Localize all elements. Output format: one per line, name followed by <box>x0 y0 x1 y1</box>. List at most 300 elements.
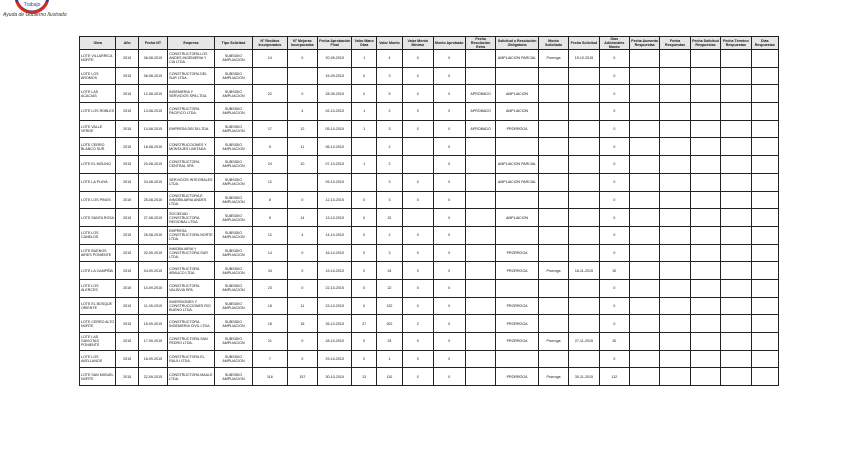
table-cell: 17 <box>253 120 287 138</box>
table-cell: LOTE LOS ROBLES <box>80 103 116 121</box>
table-cell <box>538 315 568 333</box>
table-cell <box>569 209 599 227</box>
table-cell <box>538 103 568 121</box>
table-cell: CONSTRUCTORA CENTRAL SPA <box>168 156 215 174</box>
table-cell <box>569 279 599 297</box>
table-cell <box>465 244 495 262</box>
table-cell: 0 <box>433 209 465 227</box>
table-cell <box>538 85 568 103</box>
table-cell: 132 <box>376 297 402 315</box>
column-header: Fecha Solicitud Respuestas <box>690 37 720 50</box>
table-cell: 2015 <box>116 333 138 351</box>
table-cell: 202 <box>376 315 402 333</box>
table-cell <box>538 138 568 156</box>
table-row <box>80 209 779 227</box>
table-cell <box>569 244 599 262</box>
table-cell: 1 <box>352 156 376 174</box>
table-cell: 2 <box>376 138 402 156</box>
table-cell <box>690 350 720 368</box>
table-row <box>80 156 779 174</box>
table-cell <box>538 156 568 174</box>
table-cell: 0 <box>403 279 433 297</box>
table-cell <box>690 138 720 156</box>
column-header: Fecha Resolución Extra <box>465 37 495 50</box>
table-cell: 0 <box>352 279 376 297</box>
table-cell <box>721 297 751 315</box>
table-row <box>80 226 779 244</box>
column-header: Monto Solicitado <box>538 37 568 50</box>
table-cell <box>751 138 778 156</box>
table-cell: 24 <box>376 262 402 280</box>
table-cell <box>630 191 660 209</box>
table-cell <box>352 138 376 156</box>
table-cell <box>660 279 690 297</box>
table-cell: 18-08-2015 <box>138 138 167 156</box>
table-cell <box>403 209 433 227</box>
table-cell: LOTE LOS AROMOS <box>80 67 116 85</box>
table-cell: PRORROGA <box>496 244 539 262</box>
table-cell <box>660 315 690 333</box>
table-cell: 3 <box>376 191 402 209</box>
table-cell: 0 <box>403 191 433 209</box>
table-cell <box>751 279 778 297</box>
table-cell: 06-08-2015 <box>138 67 167 85</box>
table-cell: 22-10-2015 <box>318 279 352 297</box>
table-cell <box>569 120 599 138</box>
table-cell: AMPLIACION <box>496 103 539 121</box>
table-cell: 20-09-2015 <box>318 50 352 68</box>
table-cell: 0 <box>433 350 465 368</box>
table-cell: 0 <box>352 85 376 103</box>
table-cell: LOTE SAN MIGUEL NORTE <box>80 368 116 386</box>
table-cell: 18-09-2015 <box>138 350 167 368</box>
table-cell <box>721 156 751 174</box>
table-cell: LOTE EL MOLINO <box>80 156 116 174</box>
table-cell: 0 <box>599 191 629 209</box>
table-cell: 0 <box>433 279 465 297</box>
table-cell: 2 <box>376 226 402 244</box>
table-cell: 30-11-2015 <box>569 368 599 386</box>
table-cell <box>465 333 495 351</box>
table-cell: 110 <box>376 368 402 386</box>
table-cell: 2015 <box>116 350 138 368</box>
table-cell: 07-10-2015 <box>318 156 352 174</box>
table-cell <box>465 350 495 368</box>
table-cell: 0 <box>433 120 465 138</box>
table-row <box>80 333 779 351</box>
table-cell: 28-08-2015 <box>138 226 167 244</box>
table-cell: 18 <box>253 297 287 315</box>
table-cell: 4 <box>376 50 402 68</box>
table-cell: 0 <box>352 191 376 209</box>
table-cell <box>660 67 690 85</box>
table-cell <box>465 173 495 191</box>
table-cell <box>660 85 690 103</box>
table-cell <box>660 350 690 368</box>
table-row <box>80 315 779 333</box>
table-cell: AMPLIACION <box>496 209 539 227</box>
column-header: Año <box>116 37 138 50</box>
table-cell <box>721 226 751 244</box>
table-cell <box>690 297 720 315</box>
table-cell <box>569 226 599 244</box>
column-header: Fecha Aumento Respuestas <box>630 37 660 50</box>
table-cell: 0 <box>433 173 465 191</box>
table-cell: 0 <box>403 350 433 368</box>
table-cell: 7 <box>253 350 287 368</box>
table-cell: 2015 <box>116 262 138 280</box>
table-cell: EMPRESA DELTA LTDA. <box>168 120 215 138</box>
table-cell <box>569 315 599 333</box>
table-cell: 11-09-2015 <box>138 297 167 315</box>
table-cell: SUBSIDIO AMPLIACION <box>214 350 252 368</box>
column-header: Empresa <box>168 37 215 50</box>
table-cell <box>630 333 660 351</box>
table-cell: 1 <box>376 350 402 368</box>
table-cell: 30-10-2015 <box>318 368 352 386</box>
table-cell: LOTE LA PLAYA <box>80 173 116 191</box>
table-cell <box>721 85 751 103</box>
column-header: Fecha Aprobación Final <box>318 37 352 50</box>
table-cell <box>465 50 495 68</box>
table-cell: 24 <box>253 156 287 174</box>
table-cell <box>630 244 660 262</box>
table-cell: 02-10-2015 <box>318 103 352 121</box>
table-cell <box>690 368 720 386</box>
table-cell: 0 <box>287 191 317 209</box>
table-cell: 3 <box>376 244 402 262</box>
table-cell <box>465 226 495 244</box>
table-cell <box>660 244 690 262</box>
table-cell: 0 <box>287 333 317 351</box>
table-cell: 0 <box>403 67 433 85</box>
table-cell: 06-10-2015 <box>318 138 352 156</box>
table-cell: 2015 <box>116 297 138 315</box>
table-cell: 34 <box>253 262 287 280</box>
table-cell <box>630 297 660 315</box>
table-cell: LOTE SANTA ROSA <box>80 209 116 227</box>
table-cell: 14-08-2015 <box>138 120 167 138</box>
table-cell: AMPLIACION PARCIAL <box>496 156 539 174</box>
table-cell: 12 <box>287 120 317 138</box>
table-row <box>80 262 779 280</box>
table-header-row <box>80 37 779 50</box>
table-cell: 0 <box>433 368 465 386</box>
table-cell <box>721 67 751 85</box>
table-cell: APROBADO <box>465 120 495 138</box>
table-cell <box>660 120 690 138</box>
table-cell: 13-10-2015 <box>318 209 352 227</box>
table-cell: 0 <box>599 67 629 85</box>
table-cell: 15-09-2015 <box>138 315 167 333</box>
table-cell: 0 <box>599 50 629 68</box>
table-cell: APROBADO <box>465 103 495 121</box>
table-cell: SUBSIDIO AMPLIACION <box>214 368 252 386</box>
table-cell: AMPLIACION <box>496 85 539 103</box>
table-cell: 10-09-2015 <box>138 279 167 297</box>
table-cell: SOCIEDAD CONSTRUCTORA REGIONAL LTDA. <box>168 209 215 227</box>
table-cell <box>660 50 690 68</box>
table-cell <box>721 333 751 351</box>
table-cell <box>660 226 690 244</box>
table-cell <box>751 103 778 121</box>
table-cell <box>690 262 720 280</box>
table-cell <box>403 156 433 174</box>
table-cell: 0 <box>433 262 465 280</box>
table-cell <box>569 85 599 103</box>
table-row <box>80 85 779 103</box>
table-cell: 0 <box>599 103 629 121</box>
table-cell <box>630 85 660 103</box>
table-cell: 112 <box>599 368 629 386</box>
table-cell <box>660 103 690 121</box>
table-cell <box>287 67 317 85</box>
table-cell: 19-10-2015 <box>318 262 352 280</box>
table-cell: 5 <box>376 85 402 103</box>
table-cell <box>690 333 720 351</box>
table-cell: 0 <box>599 297 629 315</box>
records-table <box>79 36 779 386</box>
table-cell <box>465 297 495 315</box>
table-cell <box>721 103 751 121</box>
table-cell <box>569 297 599 315</box>
table-cell <box>690 50 720 68</box>
table-cell: 0 <box>352 262 376 280</box>
table-cell <box>465 209 495 227</box>
table-cell: 2015 <box>116 368 138 386</box>
table-cell <box>751 67 778 85</box>
table-cell: 0 <box>599 173 629 191</box>
table-cell: 2015 <box>116 191 138 209</box>
logo-text: Trabajo <box>23 2 41 8</box>
table-cell: SUBSIDIO AMPLIACION <box>214 191 252 209</box>
table-cell <box>465 67 495 85</box>
table-cell <box>721 262 751 280</box>
table-cell <box>660 368 690 386</box>
table-cell: 0 <box>599 279 629 297</box>
table-cell <box>569 173 599 191</box>
table-cell <box>660 333 690 351</box>
table-cell: 22 <box>376 279 402 297</box>
table-cell: 05-10-2015 <box>318 120 352 138</box>
table-cell: LOTE LOS CANELOS <box>80 226 116 244</box>
table-cell: 0 <box>599 226 629 244</box>
table-cell: CONSTRUCTORA MAULE LTDA. <box>168 368 215 386</box>
table-cell: 0 <box>403 297 433 315</box>
table-cell: 0 <box>599 315 629 333</box>
table-cell <box>538 350 568 368</box>
table-cell: 0 <box>433 297 465 315</box>
table-cell: LOTE LAS GAVIOTAS PONIENTE <box>80 333 116 351</box>
table-cell: 25-08-2015 <box>138 191 167 209</box>
column-header: Monto Aprobado <box>433 37 465 50</box>
table-cell <box>630 156 660 174</box>
column-header: Días Respuestas <box>751 37 778 50</box>
table-cell: 0 <box>352 244 376 262</box>
table-cell: LOTE LA CAMPIÑA <box>80 262 116 280</box>
table-cell: 0 <box>433 156 465 174</box>
table-cell: SUBSIDIO AMPLIACION <box>214 279 252 297</box>
table-cell <box>690 244 720 262</box>
table-cell: 0 <box>403 120 433 138</box>
table-cell <box>751 297 778 315</box>
table-row <box>80 297 779 315</box>
table-cell <box>630 138 660 156</box>
table-cell: 4 <box>287 226 317 244</box>
table-cell: 0 <box>433 333 465 351</box>
table-cell <box>630 315 660 333</box>
table-cell <box>630 226 660 244</box>
table-cell <box>569 350 599 368</box>
table-cell <box>538 209 568 227</box>
table-row <box>80 350 779 368</box>
table-cell <box>721 368 751 386</box>
table-cell <box>751 315 778 333</box>
table-cell: 0 <box>403 85 433 103</box>
table-cell: EMPRESA CONSTRUCTORA NORTE LTDA. <box>168 226 215 244</box>
table-cell: LOTE LOS AVELLANOS <box>80 350 116 368</box>
column-header: Fecha Término Respuestas <box>721 37 751 50</box>
table-cell: 5 <box>253 209 287 227</box>
table-cell <box>538 67 568 85</box>
table-cell: SUBSIDIO AMPLIACION <box>214 85 252 103</box>
table-cell: CONSTRUCCIONES Y MONTAJES LIMITADA <box>168 138 215 156</box>
table-cell <box>721 50 751 68</box>
table-cell: 23 <box>253 279 287 297</box>
table-cell: 2015 <box>116 156 138 174</box>
table-cell: LOTE LOS PINOS <box>80 191 116 209</box>
table-cell: 14 <box>253 244 287 262</box>
table-cell <box>751 173 778 191</box>
table-cell <box>496 67 539 85</box>
table-cell: 2015 <box>116 50 138 68</box>
column-header: Valor Monto <box>376 37 402 50</box>
table-row <box>80 279 779 297</box>
table-cell: SUBSIDIO AMPLIACION <box>214 244 252 262</box>
table-cell: PRORROGA <box>496 120 539 138</box>
table-cell: 1 <box>352 50 376 68</box>
table-cell <box>496 191 539 209</box>
table-cell <box>660 262 690 280</box>
table-cell: 0 <box>433 226 465 244</box>
table-cell <box>496 350 539 368</box>
table-cell: Prorroga <box>538 368 568 386</box>
table-cell: PRORROGA <box>496 262 539 280</box>
table-cell: 0 <box>433 315 465 333</box>
table-cell: 30 <box>599 333 629 351</box>
table-cell <box>538 244 568 262</box>
table-cell: CONSTRUCTORA E INMOBILIARIA ANDES LTDA. <box>168 191 215 209</box>
table-cell: INGENIERIA Y SERVICIOS SPA LTDA. <box>168 85 215 103</box>
table-cell <box>569 138 599 156</box>
table-cell: 0 <box>433 191 465 209</box>
table-cell: 28-09-2015 <box>318 85 352 103</box>
table-cell <box>569 103 599 121</box>
table-cell: 0 <box>287 279 317 297</box>
table-cell: LOTE BUENOS AIRES PONIENTE <box>80 244 116 262</box>
table-cell: 19-10-2015 <box>569 50 599 68</box>
table-cell: CONSTRUCTORA EL RAULI LTDA. <box>168 350 215 368</box>
column-header: N° Recibos Incorporados <box>253 37 287 50</box>
table-cell <box>721 315 751 333</box>
table-cell <box>660 156 690 174</box>
table-cell <box>660 138 690 156</box>
table-cell <box>690 209 720 227</box>
table-cell: Prorroga <box>538 262 568 280</box>
table-cell: 2015 <box>116 173 138 191</box>
table-cell: 13-08-2015 <box>138 103 167 121</box>
table-cell <box>721 120 751 138</box>
column-header: Solicitud o Resolución Obligatoria <box>496 37 539 50</box>
table-cell: 14-10-2015 <box>318 226 352 244</box>
table-cell <box>690 156 720 174</box>
table-cell: 0 <box>352 350 376 368</box>
table-cell: 24 <box>376 333 402 351</box>
table-cell: 0 <box>599 350 629 368</box>
column-header: Fecha Respuestas <box>660 37 690 50</box>
table-cell <box>630 103 660 121</box>
table-cell <box>496 138 539 156</box>
table-cell: 2015 <box>116 315 138 333</box>
table-cell: 23-10-2015 <box>318 297 352 315</box>
table-cell: Prorroga <box>538 50 568 68</box>
table-cell <box>751 50 778 68</box>
table-cell: APROBADO <box>465 85 495 103</box>
table-cell: 0 <box>433 67 465 85</box>
table-cell <box>287 173 317 191</box>
table-cell: 06-08-2015 <box>138 50 167 68</box>
table-cell <box>751 368 778 386</box>
table-cell: 0 <box>433 244 465 262</box>
table-cell: 29-10-2015 <box>318 350 352 368</box>
table-cell <box>660 297 690 315</box>
table-cell: Prorroga <box>538 333 568 351</box>
table-cell <box>465 262 495 280</box>
table-cell: 3 <box>376 67 402 85</box>
table-cell <box>569 191 599 209</box>
column-header: Fecha Solicitud <box>569 37 599 50</box>
table-cell: 24-08-2015 <box>138 173 167 191</box>
table-cell: 2015 <box>116 120 138 138</box>
table-cell: SUBSIDIO AMPLIACION <box>214 50 252 68</box>
table-cell: LOTE CERRO BLANCO SUR <box>80 138 116 156</box>
table-cell <box>690 85 720 103</box>
table-cell: 0 <box>403 103 433 121</box>
table-cell: CONSTRUCTORA SAN PEDRO LTDA. <box>168 333 215 351</box>
table-cell <box>630 350 660 368</box>
table-cell <box>538 120 568 138</box>
table-cell: 13 <box>352 368 376 386</box>
table-cell <box>721 191 751 209</box>
table-cell <box>538 191 568 209</box>
table-cell <box>465 315 495 333</box>
table-cell: 0 <box>352 297 376 315</box>
table-cell: 2015 <box>116 226 138 244</box>
table-cell: 5 <box>253 138 287 156</box>
table-cell: 0 <box>352 67 376 85</box>
table-cell: 2 <box>403 315 433 333</box>
table-cell: SUBSIDIO AMPLIACION <box>214 156 252 174</box>
table-cell <box>690 191 720 209</box>
table-cell: 0 <box>599 209 629 227</box>
table-row <box>80 67 779 85</box>
table-cell: 2015 <box>116 279 138 297</box>
table-cell <box>630 120 660 138</box>
table-cell: 0 <box>433 103 465 121</box>
table-cell: SUBSIDIO AMPLIACION <box>214 173 252 191</box>
table-cell: CONSTRUCTORA PACIFICO LTDA. <box>168 103 215 121</box>
table-cell: 0 <box>599 85 629 103</box>
